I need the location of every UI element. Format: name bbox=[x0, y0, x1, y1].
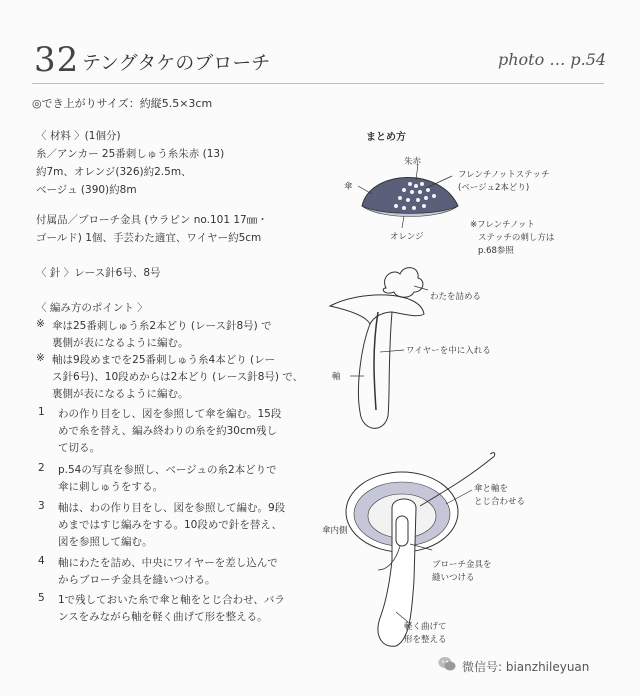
step-line: めまではすじ編みをする。10段めで針を替え、 bbox=[58, 519, 282, 531]
label-wata: わたを詰める bbox=[430, 292, 482, 302]
label-wire: ワイヤーを中に入れる bbox=[406, 346, 491, 356]
label-french-knot: フレンチノットステッチ bbox=[458, 170, 550, 180]
note-line-3: p.68参照 bbox=[478, 246, 514, 256]
note-mark: ※ bbox=[36, 352, 45, 364]
watermark-text: 微信号: bianzhileyuan bbox=[462, 660, 590, 674]
note-line: 裏側が表になるように編む。 bbox=[52, 388, 189, 400]
pattern-number: 32 bbox=[34, 40, 80, 80]
finished-size: ◎でき上がりサイズ：約縦5.5×3cm bbox=[32, 97, 213, 110]
note-mark: ※ bbox=[36, 318, 45, 330]
step-line: からブローチ金具を縫いつける。 bbox=[58, 574, 216, 586]
note-line-2: ステッチの刺し方は bbox=[478, 233, 555, 243]
mushroom-cap-illustration bbox=[358, 164, 458, 228]
label-brooch-1: ブローチ金具を bbox=[432, 560, 492, 570]
label-kasa: 傘 bbox=[344, 182, 353, 192]
step-number: 5 bbox=[38, 592, 45, 604]
label-brooch-2: 縫いつける bbox=[432, 573, 475, 583]
step-line: て切る。 bbox=[58, 442, 100, 454]
pattern-title: テングタケのブローチ bbox=[82, 52, 271, 74]
materials-heading: 〈 材料 〉(1個分) bbox=[36, 130, 121, 142]
accessories-line: ゴールド) 1個、手芸わた適宜、ワイヤー約5cm bbox=[36, 232, 262, 244]
label-toji-1: 傘と軸を bbox=[474, 484, 509, 494]
step-number: 2 bbox=[38, 462, 45, 474]
step-line: ンスをみながら軸を軽く曲げて形を整える。 bbox=[58, 611, 268, 623]
step-number: 3 bbox=[38, 500, 45, 512]
note-line: 傘は25番刺しゅう糸2本どり (レース針8号) で bbox=[52, 320, 272, 332]
step-line: めで糸を替え、編み終わりの糸を約30cm残し bbox=[58, 425, 277, 437]
label-bend-2: 形を整える bbox=[404, 635, 447, 645]
note-line: 軸は9段めまでを25番刺しゅう糸4本どり (レー bbox=[52, 354, 276, 366]
mushroom-underside-illustration bbox=[346, 453, 495, 647]
stuffing-illustration bbox=[383, 268, 423, 298]
materials-line: 約7m、オレンジ(326)約2.5m、 bbox=[36, 166, 192, 178]
note-line: 裏側が表になるように編む。 bbox=[52, 337, 189, 349]
photo-reference: photo … p.54 bbox=[498, 50, 607, 69]
note-line: ス針6号)、10段めからは2本どり (レース針8号) で、 bbox=[52, 371, 304, 383]
step-line: 図を参照して編む。 bbox=[58, 536, 153, 548]
materials-line: 糸／アンカー 25番刺しゅう糸朱赤 (13) bbox=[36, 148, 225, 160]
label-french-knot-thread: (ベージュ2本どり) bbox=[458, 183, 530, 193]
wechat-icon bbox=[438, 656, 456, 672]
needle-line: 〈 針 〉レース針6号、8号 bbox=[36, 267, 161, 279]
step-line: p.54の写真を参照し、ベージュの糸2本どりで bbox=[58, 464, 277, 476]
label-bend-1: 軽く曲げて bbox=[404, 622, 447, 632]
accessories-line: 付属品／ブローチ金具 (ウラピン no.101 17㎜・ bbox=[36, 214, 268, 226]
label-orange: オレンジ bbox=[390, 232, 424, 242]
header-rule bbox=[32, 83, 604, 84]
mushroom-side-illustration bbox=[330, 295, 424, 428]
step-line: 1で残しておいた糸で傘と軸をとじ合わせ、バラ bbox=[58, 594, 285, 606]
label-toji-2: とじ合わせる bbox=[474, 497, 526, 507]
points-heading: 〈 編み方のポイント 〉 bbox=[36, 302, 148, 314]
step-line: わの作り目をし、図を参照して傘を編む。15段 bbox=[58, 408, 282, 420]
label-jiku: 軸 bbox=[332, 372, 341, 382]
step-line: 軸にわたを詰め、中央にワイヤーを差し込んで bbox=[58, 557, 278, 569]
step-number: 4 bbox=[38, 555, 45, 567]
label-kasa-uchi: 傘内側 bbox=[322, 526, 348, 536]
step-line: 傘に刺しゅうをする。 bbox=[58, 481, 163, 493]
step-number: 1 bbox=[38, 406, 45, 418]
step-line: 軸は、わの作り目をし、図を参照して編む。9段 bbox=[58, 502, 286, 514]
note-line-1: ※フレンチノット bbox=[470, 220, 535, 230]
materials-line: ベージュ (390)約8m bbox=[36, 184, 137, 196]
label-shuaka: 朱赤 bbox=[404, 157, 422, 167]
diagram-heading: まとめ方 bbox=[366, 132, 406, 143]
